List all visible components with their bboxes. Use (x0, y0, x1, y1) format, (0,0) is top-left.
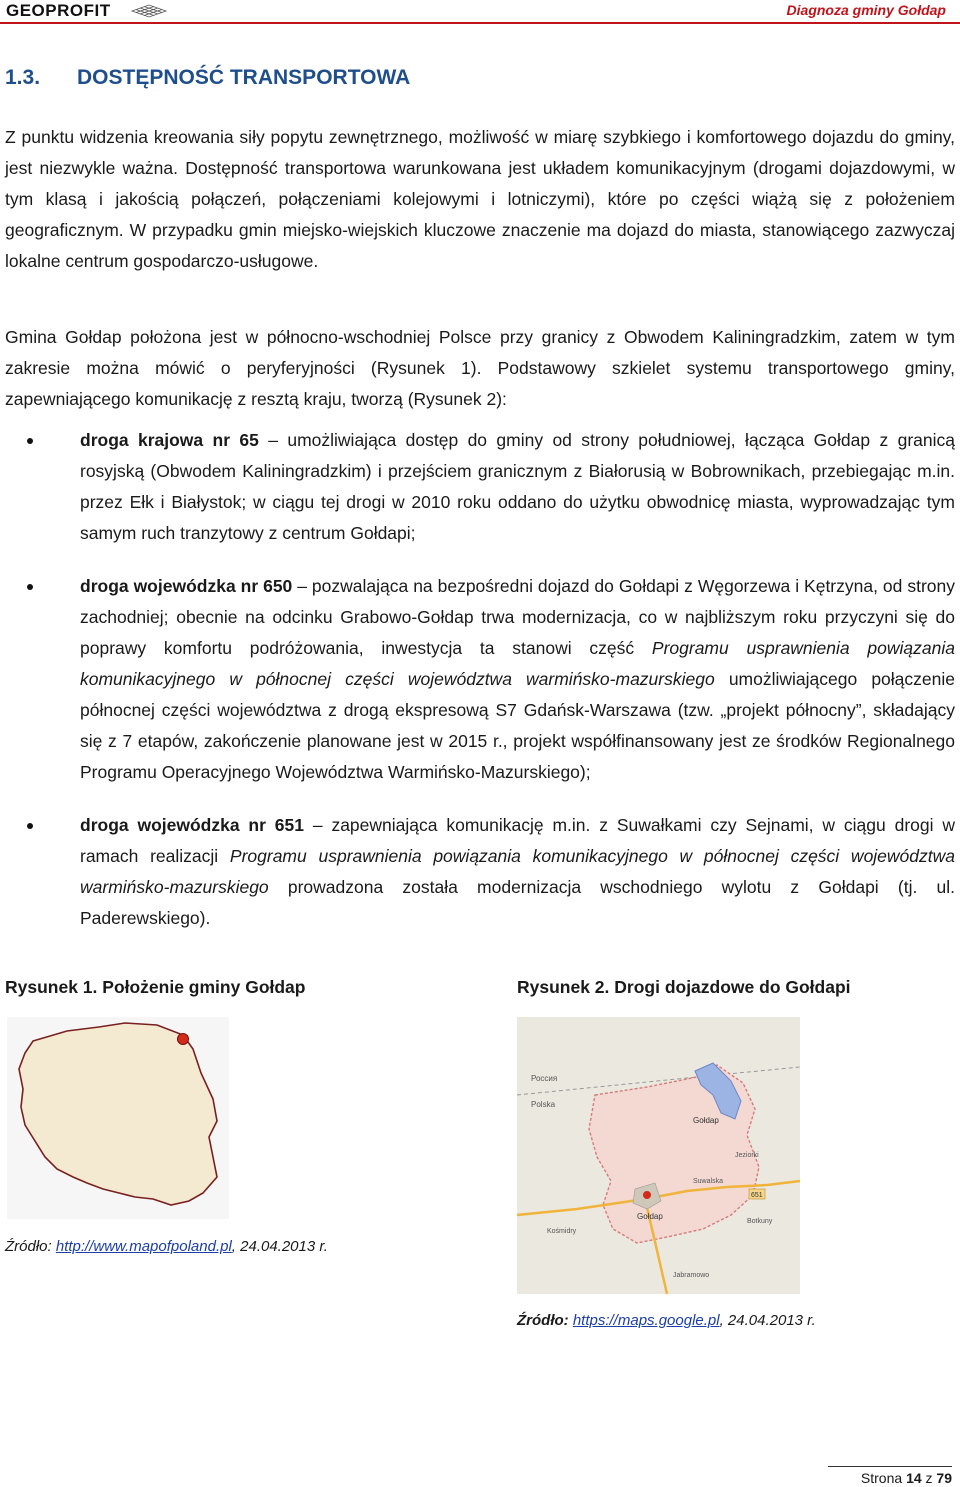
figure-2-caption: Rysunek 2. Drogi dojazdowe do Gołdapi (517, 977, 851, 997)
map-label-place3: Jabramowo (673, 1272, 710, 1279)
bullet-icon (27, 438, 33, 444)
figure-2-source (517, 1312, 816, 1329)
page-label: Strona (860, 1470, 907, 1486)
program-name: Programu usprawnienia powiązania komunikacyjnego w północnej części województwa warmińsko-mazurskiego (80, 638, 955, 689)
source-date: , 24.04.2013 r. (231, 1238, 328, 1255)
road-description: – zapewniająca komunikację m.in. z Suwałkami czy Sejnami, w ciągu drogi w ramach realizacji (80, 815, 955, 866)
list-item-road-650 (5, 571, 955, 788)
goldap-pin-icon (643, 1191, 651, 1199)
map-label-town: Gołdap (637, 1212, 663, 1221)
road-name: droga wojewódzka nr 651 (80, 815, 304, 835)
paragraph-location: Gmina Gołdap położona jest w północno-wschodniej Polsce przy granicy z Obwodem Kaliningradzkim, zatem w tym zakresie można mówić o peryferyjności (Rysunek 1). Podstawowy szkielet systemu transportowego gminy, zapewniającego komunikację z resztą kraju, tworzą (Rysunek 2): (5, 327, 955, 409)
page-of: z (921, 1470, 937, 1486)
document-title: Diagnoza gminy Gołdap (786, 2, 946, 18)
list-item-road-65 (5, 425, 955, 549)
footer-divider (828, 1466, 952, 1467)
poland-outline (19, 1023, 217, 1205)
road-description: – umożliwiająca dostęp do gminy od strony południowej, łącząca Gołdap z granicą rosyjską (Obwodem Kaliningradzkim) i przejściem granicznym z Białorusią w Bobrownikach, przebiegając m.in. przez Ełk i Białystok; w ciągu tej drogi w 2010 roku oddano do użytku obwodnicę miasta, wyprowadzając tym samym ruch tranzytowy z centrum Gołdapi; (80, 430, 955, 543)
map-label-place5: Jeziorki (735, 1152, 759, 1159)
page-header (0, 0, 960, 24)
road-list (5, 425, 955, 934)
program-name: Programu usprawnienia powiązania komunikacyjnego w północnej części województwa warmińsko-mazurskiego (80, 846, 956, 897)
map-label-country: Россия (531, 1074, 558, 1083)
road-description-cont: umożliwiającego połączenie północnej części województwa z drogą ekspresową S7 Gdańsk-Warszawa (tzw. „projekt północny”, składający się z 7 etapów, zakończenie planowane jest w 2015 r., projekt współfinansowany jest ze środków Regionalnego Programu Operacyjnego Województwa Warmińsko-Mazurskiego); (80, 669, 955, 782)
list-item-road-651 (5, 810, 955, 934)
current-page: 14 (906, 1470, 922, 1486)
map-label-place1: Kośmidry (547, 1228, 577, 1235)
access-roads-map (517, 1017, 800, 1294)
road-name: droga krajowa nr 65 (80, 430, 259, 450)
bullet-icon (27, 823, 33, 829)
map-label-area: Gołdap (693, 1116, 719, 1125)
page-number (861, 1470, 952, 1486)
map-label-place2: Botkuny (747, 1218, 773, 1225)
poland-location-map (7, 1017, 229, 1219)
bullet-icon (27, 584, 33, 590)
figure-1-source (5, 1238, 328, 1255)
map-label-place4: Suwalska (693, 1178, 723, 1185)
map-label-country2: Polska (531, 1100, 556, 1109)
source-link-google-maps[interactable]: https://maps.google.pl (572, 1312, 720, 1329)
company-logo: GEOPROFIT (6, 1, 111, 20)
road-description-cont: prowadzona została modernizacja wschodniego wylotu z Gołdapi (tj. ul. Paderewskiego). (80, 877, 955, 928)
section-heading (5, 66, 410, 90)
goldap-marker-icon (178, 1034, 189, 1045)
total-pages: 79 (936, 1470, 952, 1486)
road-description: – pozwalająca na bezpośredni dojazd do Gołdapi z Węgorzewa i Kętrzyna, od strony zachodniej; obecnie na odcinku Grabowo-Gołdap trwa modernizacja, co w najbliższym roku przyczyni się do poprawy komfortu podróżowania, inwestycja ta stanowi część (80, 576, 955, 658)
source-label: Źródło: (517, 1312, 569, 1329)
source-link-mapofpoland[interactable]: http://www.mapofpoland.pl (55, 1238, 232, 1255)
section-title: DOSTĘPNOŚĆ TRANSPORTOWA (77, 66, 411, 89)
logo-globe-icon (130, 3, 168, 19)
figure-1-caption: Rysunek 1. Położenie gminy Gołdap (5, 977, 306, 997)
map-label-road651: 651 (751, 1192, 763, 1199)
source-label: Źródło: (5, 1238, 56, 1255)
paragraph-intro: Z punktu widzenia kreowania siły popytu zewnętrznego, możliwość w miarę szybkiego i komfortowego dojazdu do gminy, jest niezwykle ważna. Dostępność transportowa warunkowana jest układem komunikacyjnym (drogami dojazdowymi, w tym klasą i jakością połączeń, połączeniami kolejowymi i lotniczymi), które po części wiążą się z położeniem geograficznym. W przypadku gmin miejsko-wiejskich kluczowe znaczenie ma dojazd do miasta, stanowiącego zazwyczaj lokalne centrum gospodarczo-usługowe. (5, 127, 955, 271)
road-name: droga wojewódzka nr 650 (80, 576, 293, 596)
source-date: , 24.04.2013 r. (719, 1312, 816, 1329)
section-number: 1.3. (5, 66, 41, 89)
header-divider (0, 22, 960, 24)
